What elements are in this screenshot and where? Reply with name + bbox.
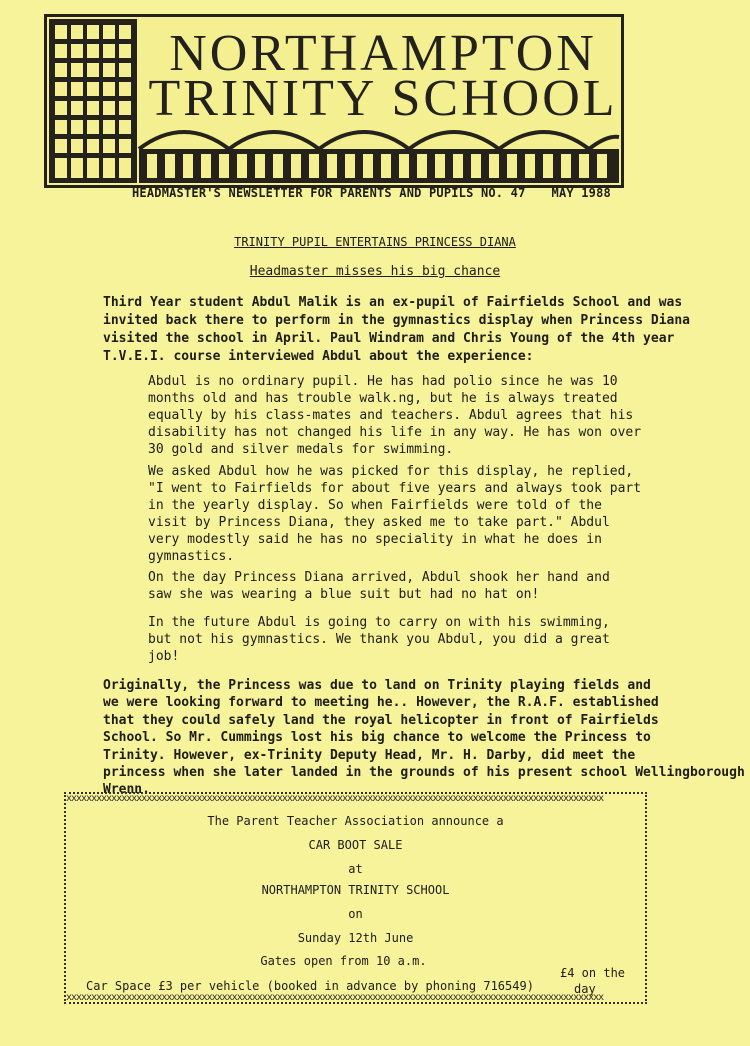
article-lead: [103, 294, 690, 366]
text-line: Originally, the Princess was due to land on Trinity playing fields and: [103, 678, 651, 693]
masthead: [44, 14, 624, 188]
text-line: job!: [148, 649, 180, 664]
text-line: we were looking forward to meeting he.. However, the R.A.F. established: [103, 695, 659, 711]
advert-border-top: xxxxxxxxxxxxxxxxxxxxxxxxxxxxxxxxxxxxxxxxxxxxxxxxxxxxxxxxxxxxxxxxxxxxxxxxxxxxxxxxxxxxxxxxxxxxxxxxxxxxxxxxxxx: [66, 793, 604, 804]
text-line: On the day Princess Diana arrived, Abdul shook her hand and: [148, 570, 610, 585]
text-line: We asked Abdul how he was picked for this display, he replied,: [148, 464, 634, 479]
article-subheadline: Headmaster misses his big chance: [249, 264, 501, 279]
advert-intro: The Parent Teacher Association announce a: [207, 814, 504, 828]
advert-border-bottom: xxxxxxxxxxxxxxxxxxxxxxxxxxxxxxxxxxxxxxxxxxxxxxxxxxxxxxxxxxxxxxxxxxxxxxxxxxxxxxxxxxxxxxxxxxxxxxxxxxxxxxxxxxx: [66, 992, 604, 1003]
text-line: very modestly said he has no speciality in what he does in: [148, 532, 602, 547]
interview-paragraph-3: [148, 569, 610, 603]
newsletter-issue: HEADMASTER'S NEWSLETTER FOR PARENTS AND PUPILS NO. 47: [132, 186, 526, 200]
text-line: that they could safely land the royal helicopter in front of Fairfields: [103, 712, 659, 728]
interview-paragraph-2: [148, 463, 641, 565]
article-closing: [103, 677, 745, 799]
advert-date: Sunday 12th June: [297, 931, 414, 945]
text-line: T.V.E.I. course interviewed Abdul about the experience:: [103, 349, 534, 364]
text-line: visited the school in April. Paul Windram and Chris Young of the 4th year: [103, 331, 675, 346]
text-line: but not his gymnastics. We thank you Abdul, you did a great: [148, 632, 610, 647]
newsletter-subtitle: [132, 186, 632, 200]
text-line: saw she was wearing a blue suit but had no hat on!: [148, 587, 540, 602]
advert-on: on: [348, 907, 363, 921]
text-line: Third Year student Abdul Malik is an ex-pupil of Fairfields School and was: [103, 295, 683, 310]
school-name-line2: TRINITY SCHOOL: [148, 70, 618, 127]
interview-paragraph-1: [148, 373, 641, 458]
text-line: Abdul is no ordinary pupil. He has had polio since he was 10: [148, 374, 618, 389]
text-line: Trinity. However, ex-Trinity Deputy Head, Mr. H. Darby, did meet the: [103, 747, 636, 763]
advert-event-name: CAR BOOT SALE: [308, 838, 403, 852]
school-name: [143, 25, 623, 127]
newsletter-date: MAY 1988: [551, 186, 611, 200]
text-line: School. So Mr. Cummings lost his big chance to welcome the Princess to: [103, 730, 651, 746]
advert-car-space: Car Space £3 per vehicle (booked in advance by phoning 716549): [86, 979, 534, 993]
interview-paragraph-4: [148, 614, 610, 665]
price-on-day-label: £4 on the: [560, 966, 626, 980]
text-line: in the yearly display. So when Fairfields were told of the: [148, 498, 602, 513]
school-name-line1: NORTHAMPTON: [169, 25, 597, 82]
text-line: disability has not changed his life in any way. He has won over: [148, 425, 642, 440]
car-boot-sale-advert: [64, 792, 647, 1004]
text-line: Wrenn.: [103, 782, 150, 798]
text-line: "I went to Fairfields for about five years and always took part: [148, 481, 642, 496]
text-line: visit by Princess Diana, they asked me to take part." Abdul: [148, 515, 610, 530]
text-line: months old and has trouble walk.ng, but he is always treated: [148, 391, 618, 406]
advert-gates-time: Gates open from 10 a.m.: [260, 954, 427, 968]
advert-at: at: [348, 862, 363, 876]
text-line: gymnastics.: [148, 549, 235, 564]
price-day-label: day: [574, 982, 596, 996]
advert-venue: NORTHAMPTON TRINITY SCHOOL: [261, 883, 450, 897]
text-line: equally by his class-mates and teachers. Abdul agrees that his: [148, 408, 634, 423]
text-line: 30 gold and silver medals for swimming.: [148, 442, 454, 457]
text-line: princess when she later landed in the grounds of his present school Wellingborough: [103, 765, 745, 781]
text-line: In the future Abdul is going to carry on with his swimming,: [148, 615, 610, 630]
text-line: invited back there to perform in the gymnastics display when Princess Diana: [103, 313, 690, 328]
article-headline: TRINITY PUPIL ENTERTAINS PRINCESS DIANA: [234, 235, 516, 249]
